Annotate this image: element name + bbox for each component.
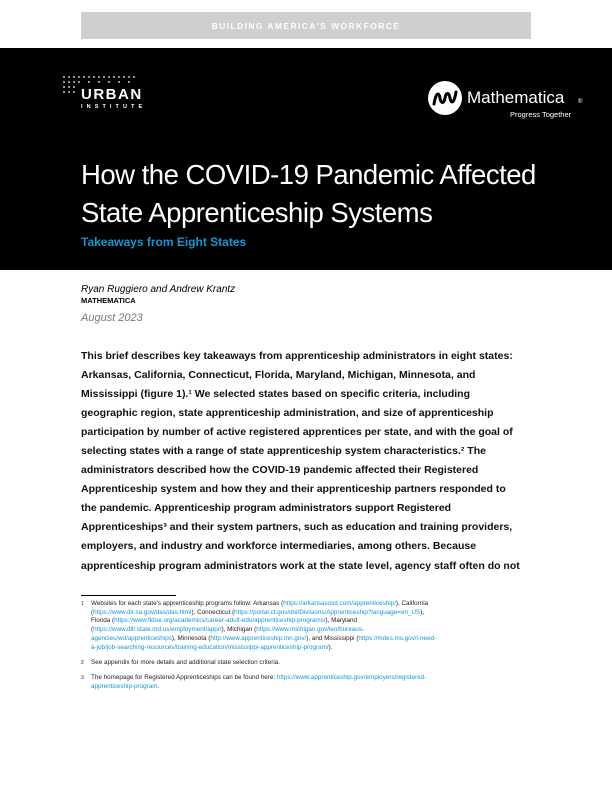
body-line: administrators described how the COVID-19 pandemic affected their Registered	[81, 464, 479, 477]
author-affiliation: MATHEMATICA	[81, 296, 136, 305]
footnote-text-run: .	[157, 682, 160, 690]
intro-paragraph	[81, 347, 535, 576]
footnote-number: 3	[81, 674, 84, 681]
footnote-link[interactable]: https://www.fldoe.org/academics/career-adult-edu/apprenticeship-programs/	[114, 617, 326, 625]
footnote-line	[91, 674, 536, 683]
report-title-line-2: State Apprenticeship Systems	[81, 197, 433, 228]
urban-institute-logo-word: URBAN	[81, 86, 143, 103]
footnote-text-run: See appendix for more details and additional state selection criteria.	[91, 658, 281, 666]
footnote-link[interactable]: https://arkansasosd.com/apprenticeship/	[283, 600, 396, 607]
footnote-link[interactable]: agencies/wd/apprenticeships	[91, 634, 172, 642]
body-line: employers, and industry and workforce intermediaries, among others. Because	[81, 540, 477, 553]
footnote-text	[91, 674, 536, 691]
body-line: the pandemic. Apprenticeship program administrators support Registered	[81, 502, 452, 515]
footnote-link[interactable]: a-job/job-searching-resources/training-education/mississippi-apprenticeship-program/	[91, 643, 329, 651]
series-header-bar	[81, 12, 531, 39]
footnote-number: 2	[81, 659, 84, 666]
footnote-text-run: ), Minnesota (	[171, 634, 211, 642]
footnote-link[interactable]: https://www.dir.ca.gov/das/das.html	[93, 608, 192, 616]
footnote-text-run: ),	[420, 608, 425, 616]
urban-institute-logo-sub: INSTITUTE	[81, 104, 147, 110]
footnote-link[interactable]: https://www.dllr.state.md.us/employment/appr/	[93, 626, 222, 634]
footnote-text-run: Florida (	[91, 617, 115, 625]
footnote-link[interactable]: https://portal.ct.gov/dol/Divisions/Apprenticeship?language=en_US	[234, 608, 421, 616]
body-line: Arkansas, California, Connecticut, Florida, Maryland, Michigan, Minnesota, and	[81, 369, 476, 382]
footnote-text-run: ), Maryland	[325, 617, 357, 625]
footnote-line	[91, 635, 536, 644]
report-title	[81, 156, 601, 232]
footnote-1	[81, 600, 536, 652]
authors: Ryan Ruggiero and Andrew Krantz	[81, 284, 236, 295]
footnote-text	[91, 600, 536, 652]
body-line: participation by number of active registered apprentices per state, and with the goal of	[81, 426, 513, 439]
footnote-line	[91, 644, 536, 653]
body-line: Apprenticeship system and how they and their apprenticeship partners responded to	[81, 483, 506, 496]
report-title-line-1: How the COVID-19 Pandemic Affected	[81, 159, 536, 190]
footnote-divider	[81, 595, 176, 596]
report-subtitle: Takeaways from Eight States	[81, 235, 247, 249]
footnote-text-run: ), Connecticut (	[191, 608, 235, 616]
footnote-line	[91, 609, 536, 618]
footnote-line	[91, 683, 536, 692]
footnote-text-run: ), and Mississippi (	[306, 634, 359, 642]
footnote-text-run: (	[91, 626, 94, 634]
mathematica-registered-mark: ®	[578, 99, 583, 105]
footnote-text-run: The homepage for Registered Apprenticeships can be found here:	[91, 673, 277, 681]
footnote-link[interactable]: http://www.apprenticeship.mn.gov/	[210, 634, 307, 642]
footnote-number: 1	[81, 601, 84, 607]
body-line: Mississippi (figure 1).¹ We selected states based on specific criteria, including	[81, 388, 471, 401]
publication-date: August 2023	[81, 312, 143, 324]
body-line: geographic region, state apprenticeship administration, and size of apprenticeship	[81, 407, 494, 420]
footnote-text-run: (	[91, 608, 94, 616]
footnote-line	[91, 600, 536, 609]
footnotes	[81, 600, 536, 698]
footnote-text-run: ), Michigan (	[221, 626, 257, 634]
mathematica-tagline: Progress Together	[510, 110, 572, 119]
body-line: apprenticeship program administrators work at the state level, agency staff often do not	[81, 559, 520, 572]
footnote-text-run: ).	[328, 643, 333, 651]
body-line: Apprenticeships³ and their system partners, such as education and training providers,	[81, 521, 513, 534]
footnote-2	[81, 659, 536, 668]
footnote-link[interactable]: https://www.michigan.gov/leo/bureaus-	[256, 626, 365, 634]
footnote-link[interactable]: https://www.apprenticeship.gov/employers/registered-	[276, 673, 427, 681]
mathematica-logo-word: Mathematica	[467, 88, 565, 107]
footnote-text	[91, 659, 536, 668]
footnote-text-run: Websites for each state's apprenticeship programs follow: Arkansas (	[91, 600, 284, 607]
footnote-3	[81, 674, 536, 691]
footnote-line	[91, 659, 536, 668]
series-header: BUILDING AMERICA'S WORKFORCE	[211, 20, 401, 31]
footnote-line	[91, 626, 536, 635]
footnote-link[interactable]: apprenticeship-program	[91, 682, 158, 690]
body-line: This brief describes key takeaways from apprenticeship administrators in eight states:	[81, 350, 513, 362]
body-line: selecting states with a range of state apprenticeship system characteristics.² The	[81, 445, 486, 458]
footnote-text-run: ), California	[395, 600, 429, 607]
mathematica-logo-icon	[427, 80, 463, 116]
footnote-link[interactable]: https://mdes.ms.gov/i-need-	[358, 634, 437, 642]
footnote-line	[91, 617, 536, 626]
